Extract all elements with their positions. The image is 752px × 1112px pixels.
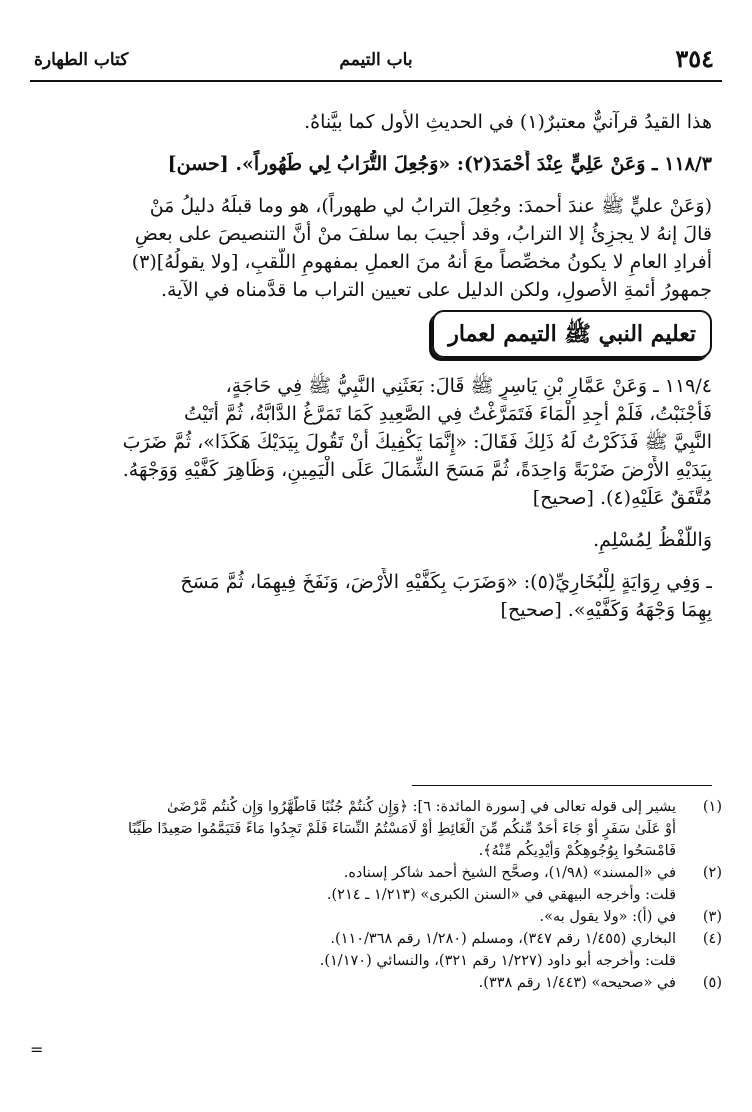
footnote xyxy=(40,862,722,906)
commentary-line: (وَعَنْ عليٍّ ﷺ عندَ أحمدَ: وجُعِلَ الترابُ لي طهوراً)، هو وما قبلَهُ دليلُ مَنْ xyxy=(149,195,712,217)
commentary-line: أفرادِ العامِ لا يكونُ مخصِّصاً معَ أنهُ منَ العملِ بمفهومِ اللَّقبِ، [ولا يقولُهُ](٣) xyxy=(131,251,712,273)
hadith-118: ١١٨/٣ ـ وَعَنْ عَلِيٍّ عِنْدَ أَحْمَدَ(٢): «وَجُعِلَ التُّرَابُ لِي طَهُوراً». [حسن] xyxy=(167,153,712,175)
intro-line: هذا القيدُ قرآنيٌّ معتبرٌ(١) في الحديثِ الأول كما بيَّناهُ. xyxy=(304,111,712,133)
hadith-119-line: بِيَدَيْهِ الأَرْضَ ضَرْبَةً وَاحِدَةً، ثُمَّ مَسَحَ الشِّمَالَ عَلَى الْيَمِينِ، وَظَاهِرَ كَفَّيْهِ وَوَجْهَهُ. xyxy=(122,459,712,481)
commentary-line: جمهورُ أئمةِ الأصولِ، ولكن الدليل على تعيين التراب ما قدَّمناه في الآية. xyxy=(160,279,712,301)
chapter-title: باب التيمم xyxy=(339,50,413,70)
footnote-line: قلت: وأخرجه أبو داود (١/٢٢٧ رقم ٣٢١)، والنسائي (١/١٧٠). xyxy=(319,953,676,969)
main-text xyxy=(40,108,712,624)
footnote xyxy=(40,928,722,972)
footnote-line: في (أ): «ولا يقول به». xyxy=(539,909,676,925)
footnote-line: فَامْسَحُوا بِوُجُوهِكُمْ وَأَيْدِيكُم مِّنْهُ﴾. xyxy=(478,843,676,859)
footnotes xyxy=(40,796,722,994)
wording-note: وَاللَّفْظُ لِمُسْلِمٍ. xyxy=(593,529,712,551)
footnote-number: (٢) xyxy=(702,865,722,881)
hadith-119-line: فَأَجْنَبْتُ، فَلَمْ أَجِدِ الْمَاءَ فَتَمَرَّغْتُ فِي الصَّعِيدِ كَمَا تَمَرَّغُ الدَّابَّةُ، ثُمَّ أَتَيْتُ xyxy=(183,403,712,425)
book-title: كتاب الطهارة xyxy=(34,50,129,70)
footnote-divider xyxy=(412,785,712,786)
footnote-line: في «صحيحه» (١/٤٤٣ رقم ٣٣٨). xyxy=(478,975,676,991)
bukhari-narration-line: بِهِمَا وَجْهَهُ وَكَفَّيْهِ». [صحيح] xyxy=(500,599,712,621)
hadith-119-line: مُتَّفَقٌ عَلَيْهِ(٤). [صحيح] xyxy=(532,487,712,509)
section-heading: تعليم النبي ﷺ التيمم لعمار xyxy=(432,310,712,358)
running-header xyxy=(30,40,722,82)
footnote-number: (٣) xyxy=(702,909,722,925)
page-number: ٣٥٤ xyxy=(675,44,714,73)
footnote-line: في «المسند» (١/٩٨)، وصحَّح الشيخ أحمد شاكر إسناده. xyxy=(343,865,676,881)
bukhari-narration-line: ـ وَفِي رِوَايَةٍ لِلْبُخَارِيِّ(٥): «وَضَرَبَ بِكَفَّيْهِ الأَرْضَ، وَنَفَخَ فِيهِمَا، ثُمَّ مَسَحَ xyxy=(180,571,712,593)
footnote-line: البخاري (١/٤٥٥ رقم ٣٤٧)، ومسلم (١/٢٨٠ رقم ١١٠/٣٦٨). xyxy=(330,931,676,947)
commentary-line: قالَ إنهُ لا يجزِئُ إلا الترابُ، وقد أُجيبَ بما سلفَ منْ أنَّ التنصيصَ على بعضِ xyxy=(134,223,712,245)
hadith-119-line: النَّبِيَّ ﷺ فَذَكَرْتُ لَهُ ذَلِكَ فَقَالَ: «إِنَّمَا يَكْفِيكَ أَنْ تَقُولَ بِيَدَيْكَ هَكَذَا»، ثُمَّ ضَرَبَ xyxy=(122,431,712,453)
hadith-119-line: ١١٩/٤ ـ وَعَنْ عَمَّارِ بْنِ يَاسِرٍ ﷺ قَالَ: بَعَثَنِي النَّبِيُّ ﷺ فِي حَاجَةٍ، xyxy=(225,375,712,397)
footnote-line: أَوْ عَلَىٰ سَفَرٍ أَوْ جَاءَ أَحَدٌ مِّنكُم مِّنَ الْغَائِطِ أَوْ لَامَسْتُمُ النِّسَاءَ فَلَمْ تَجِدُوا مَاءً فَتَيَمَّمُوا صَعِيدًا طَيِّبًا xyxy=(128,821,676,837)
footnote-number: (١) xyxy=(702,799,722,815)
footnote xyxy=(40,972,722,994)
footnote-number: (٥) xyxy=(702,975,722,991)
margin-mark: = xyxy=(30,1040,44,1059)
footnote-line: قلت: وأخرجه البيهقي في «السنن الكبرى» (١/٢١٣ ـ ٢١٤). xyxy=(326,887,676,903)
footnote xyxy=(40,796,722,862)
footnote-number: (٤) xyxy=(702,931,722,947)
footnote-line: يشير إلى قوله تعالى في [سورة المائدة: ٦]: ﴿وَإِن كُنتُمْ جُنُبًا فَاطَّهَّرُوا وَإِن كُنتُم مَّرْضَىٰ xyxy=(167,799,676,815)
footnote xyxy=(40,906,722,928)
